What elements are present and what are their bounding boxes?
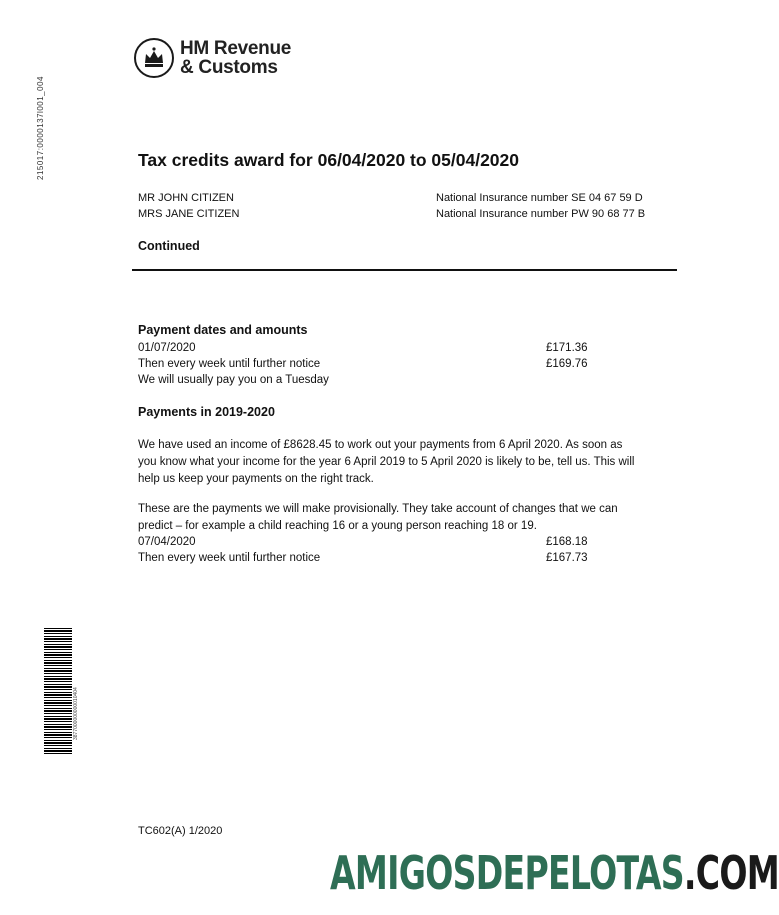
logo-wordmark — [180, 39, 291, 77]
payment-day-note: We will usually pay you on a Tuesday — [138, 374, 329, 386]
claimant-name-1: MR JOHN CITIZEN — [138, 192, 234, 204]
watermark-name: AMIGOSDEPELOTAS — [330, 846, 684, 900]
income-paragraph: We have used an income of £8628.45 to work out your payments from 6 April 2020. As soon as you know what your income for the year 6 April 2019 to 5 April 2020 is likely to be, tell us. This will help us keep your payments on the right track. — [138, 439, 635, 485]
barcode-number: 3877000000000010404 — [73, 687, 79, 740]
payment-date-row-2-amount: £169.76 — [546, 358, 588, 370]
claimant-ni-2: National Insurance number PW 90 68 77 B — [436, 208, 646, 220]
payments-year-heading: Payments in 2019-2020 — [138, 405, 275, 419]
form-code: TC602(A) 1/2020 — [138, 825, 223, 837]
logo-line-1: HM Revenue — [180, 38, 292, 59]
payment-date-row-2-label: Then every week until further notice — [138, 358, 321, 370]
continued-label: Continued — [138, 239, 200, 253]
hmrc-logo — [134, 38, 291, 78]
provisional-row-1-label: 07/04/2020 — [138, 536, 196, 548]
claimant-name-2: MRS JANE CITIZEN — [138, 208, 240, 220]
watermark — [330, 846, 779, 900]
provisional-row-1-amount: £168.18 — [546, 536, 588, 548]
provisional-paragraph: These are the payments we will make provisionally. They take account of changes that we can predict – for example a child reaching 16 or a young person reaching 18 or 19. — [138, 503, 618, 532]
page-title: Tax credits award for 06/04/2020 to 05/04/2020 — [138, 150, 520, 170]
payment-date-row-1-amount: £171.36 — [546, 342, 588, 354]
payment-dates-heading: Payment dates and amounts — [138, 323, 308, 337]
watermark-domain: .COM — [683, 846, 779, 900]
header-divider — [132, 269, 677, 271]
barcode — [44, 628, 72, 756]
payment-date-row-1-label: 01/07/2020 — [138, 342, 196, 354]
claimant-ni-1: National Insurance number SE 04 67 59 D — [436, 192, 643, 204]
logo-line-2: & Customs — [180, 57, 278, 78]
provisional-row-2-amount: £167.73 — [546, 552, 588, 564]
crown-crest-icon — [134, 38, 174, 78]
provisional-row-2-label: Then every week until further notice — [138, 552, 321, 564]
document-reference-code: 215017:0000137l001_004 — [36, 76, 45, 180]
